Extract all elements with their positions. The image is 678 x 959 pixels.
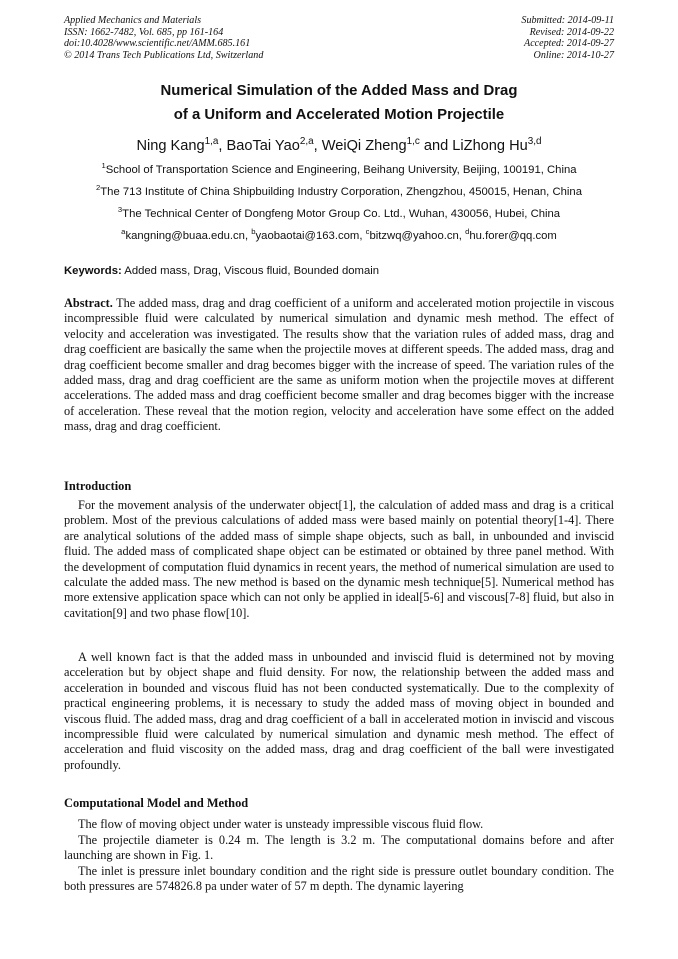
email-link[interactable]: yaobaotai@163.com, [255,230,366,242]
author-separator: , [218,138,227,154]
journal-doi[interactable]: doi:10.4028/www.scientific.net/AMM.685.161 [64,38,251,50]
affiliation-1 [0,161,678,176]
author-superscript: 1,a [204,136,219,148]
affiliation-2 [0,183,678,198]
publication-dates [521,15,614,61]
section-heading-introduction: Introduction [64,479,132,493]
introduction-paragraph-2: A well known fact is that the added mass in unbounded and inviscid fluid is determined not by moving acceleration but by object shape and fluid density. For now, the relationship between the added mass and acceleration in bounded and viscous fluid has not been conducted systematically. Due to the complexity of practical engineering problems, it is necessary to study the added mass of moving object in bounded and viscous fluid. The added mass, drag and drag coefficient of a ball in accelerated motion in inviscid and viscous incompressible fluid were calculated by numerical simulation and dynamic mesh method. The effect of acceleration and fluid viscosity on the added mass, drag and drag coefficient of the ball were investigated profoundly. [64,650,614,772]
email-superscript: d [465,227,470,237]
author-separator: , [313,138,322,154]
journal-name: Applied Mechanics and Materials [64,15,202,26]
abstract [64,296,614,435]
model-paragraph-2: The projectile diameter is 0.24 m. The length is 3.2 m. The computational domains before and after launching are shown in Fig. 1. [64,833,614,863]
author-emails [0,227,678,242]
journal-issn: ISSN: 1662-7482, Vol. 685, pp 161-164 [64,26,224,38]
email-superscript: a [121,227,126,237]
affiliation-3 [0,205,678,220]
date-online: Online: 2014-10-27 [533,49,614,61]
email-superscript: b [251,227,256,237]
date-revised: Revised: 2014-09-22 [529,26,614,38]
email-superscript: c [365,227,370,237]
paper-title-line-2: of a Uniform and Accelerated Motion Projectile [173,107,505,123]
author-list [0,138,678,154]
keywords [64,265,379,277]
author-name: BaoTai Yao [226,138,300,154]
model-paragraph-3: The inlet is pressure inlet boundary condition and the right side is pressure outlet boundary condition. The both pressures are 574826.8 pa under water of 57 m depth. The dynamic layering [64,864,614,894]
email-link[interactable]: kangning@buaa.edu.cn, [125,230,252,242]
introduction-paragraph-1: For the movement analysis of the underwater object[1], the calculation of added mass and drag is a critical problem. Most of the previous calculations of added mass were based mainly on potential theory[1-4]. There are analytical solutions of the added mass of simple shape objects, such as ball, in unbounded and inviscid fluid. The added mass of complicated shape object can be estimated or obtained by three panel method. With the development of computation fluid dynamics in recent years, the method of numerical simulation are used to calculate the added mass. The new method is based on the dynamic mesh technique[5]. Numerical method has more extensive application space which can not only be applied in ideal[5-6] and viscous[7-8] fluid, but also in cavitation[9] and two phase flow[10]. [64,498,614,620]
abstract-text: The added mass, drag and drag coefficient of a uniform and accelerated motion projectile in viscous incompressible fluid were calculated by numerical simulation and dynamic mesh method. The effect of velocity and acceleration was investigated. The results show that the variation rules of added mass, drag and drag coefficient are basically the same when the projectile moves at different speeds. The added mass, drag and drag coefficient become smaller and drag becomes bigger with the increase of speed. The variation rules of the added mass, drag and drag coefficient are the same as uniform motion when the projectile moves at different accelerations. The added mass and drag coefficient become smaller and drag becomes bigger with the increase of acceleration. These reveal that the motion region, velocity and acceleration have some effect on the added mass, drag and drag coefficient. [64,296,614,434]
author-superscript: 1,c [406,136,420,148]
model-paragraph-1: The flow of moving object under water is unsteady impressible viscous fluid flow. [78,817,484,831]
author-superscript: 3,d [527,136,542,148]
affiliation-text: School of Transportation Science and Engineering, Beihang University, Beijing, 100191, China [105,164,577,176]
email-link[interactable]: hu.forer@qq.com [469,230,557,242]
date-accepted: Accepted: 2014-09-27 [524,38,614,50]
affiliation-text: The Technical Center of Dongfeng Motor Group Co. Ltd., Wuhan, 430056, Hubei, China [122,208,561,220]
author-superscript: 2,a [299,136,314,148]
date-submitted: Submitted: 2014-09-11 [521,15,614,26]
author-name: LiZhong Hu [452,138,528,154]
author-name: WeiQi Zheng [321,138,407,154]
section-heading-model: Computational Model and Method [64,796,249,810]
journal-copyright: © 2014 Trans Tech Publications Ltd, Switzerland [64,49,264,61]
paper-title-line-1: Numerical Simulation of the Added Mass and Drag [160,83,518,99]
affiliation-superscript: 2 [96,183,101,193]
email-link[interactable]: bitzwq@yahoo.cn, [369,230,466,242]
journal-info [64,15,263,61]
affiliation-superscript: 3 [117,205,123,215]
keywords-text: Added mass, Drag, Viscous fluid, Bounded domain [124,265,380,277]
author-separator: and [419,138,453,154]
abstract-label: Abstract. [64,296,113,310]
author-name: Ning Kang [136,138,205,154]
keywords-label: Keywords: [64,265,122,277]
affiliation-superscript: 1 [101,161,106,171]
affiliation-text: The 713 Institute of China Shipbuilding Industry Corporation, Zhengzhou, 450015, Henan, China [100,186,582,198]
